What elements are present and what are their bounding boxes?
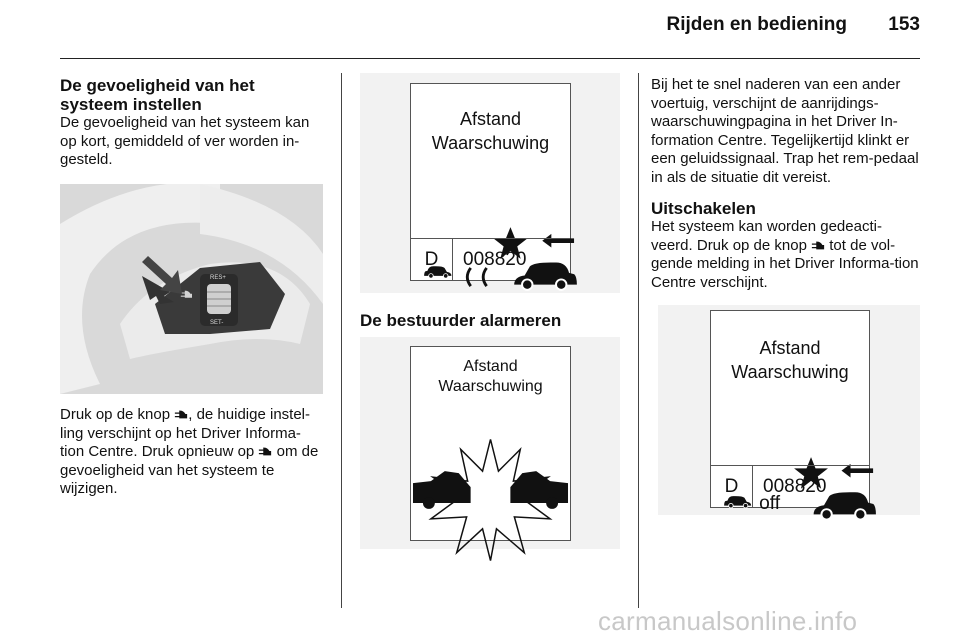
code-number: 008820 — [463, 249, 527, 270]
distance-button-icon — [174, 408, 188, 420]
distance-button-icon — [258, 445, 272, 457]
header-rule — [60, 58, 920, 59]
collision-warning-text: Bij het te snel naderen van een ander voertuig, verschijnt de aanrijdings-waarschuwingpagina in het Driver In-formation Centre. Tegelijkertijd klinkt er een geluidssignaal. Trap het rem-pedaal in als de situatie dit vereist. — [651, 76, 919, 186]
column-1 — [60, 76, 325, 170]
heading-sensitivity: De gevoeligheid van het systeem instellen — [60, 76, 255, 114]
set-label: SET- — [210, 320, 224, 326]
disable-instruction-text: Het systeem kan worden gedeacti-veerd. Druk op de knop tot de vol-gende melding in het Driver Informa-tion Centre verschijnt. — [651, 218, 919, 291]
figure-panel-2 — [360, 337, 620, 549]
column-2-heading — [360, 311, 630, 330]
intro-text: De gevoeligheid van het systeem kan op kort, gemiddeld of ver worden in-gesteld. — [60, 114, 310, 168]
section-title: Rijden en bediening — [666, 14, 848, 35]
figure-panel-3 — [658, 305, 920, 515]
panel-title-line1: Afstand — [759, 338, 821, 358]
res-label: RES+ — [210, 275, 226, 281]
instruction-text: Druk op de knop , de huidige instel-ling verschijnt op het Driver Informa-tion Centre. Druk opnieuw op om de gevoeligheid van het systeem te wijzigen. — [60, 406, 319, 497]
steering-wheel-figure — [60, 184, 323, 394]
column-divider-right — [638, 73, 639, 608]
off-label: off — [759, 493, 781, 515]
distance-button-icon — [811, 239, 825, 251]
heading-alert-driver: De bestuurder alarmeren — [360, 311, 562, 330]
figure-panel-1 — [360, 73, 620, 293]
watermark: carmanualsonline.info — [598, 606, 858, 636]
panel-code-row — [711, 465, 869, 507]
panel-title-line1: Afstand — [463, 358, 518, 375]
code-label-d: D — [711, 466, 753, 507]
page-header — [667, 14, 921, 36]
steering-wheel-illustration — [60, 184, 323, 394]
panel-title-line2: Waarschuwing — [431, 133, 550, 153]
column-divider-left — [341, 73, 342, 608]
column-3 — [651, 76, 923, 292]
display-panel-collision — [410, 346, 571, 541]
code-label-d: D — [411, 239, 453, 280]
display-panel-off — [710, 310, 870, 515]
collision-warning-symbol — [411, 402, 570, 595]
code-number: 008820 — [763, 476, 827, 497]
panel-title-line1: Afstand — [459, 109, 522, 129]
page-number: 153 — [888, 14, 920, 35]
panel-title-line2: Waarschuwing — [438, 378, 543, 395]
display-panel-distance — [410, 83, 571, 281]
column-1-body — [60, 406, 325, 499]
heading-disable: Uitschakelen — [651, 199, 756, 218]
panel-code-row — [411, 238, 570, 280]
panel-title-line2: Waarschuwing — [731, 362, 849, 382]
